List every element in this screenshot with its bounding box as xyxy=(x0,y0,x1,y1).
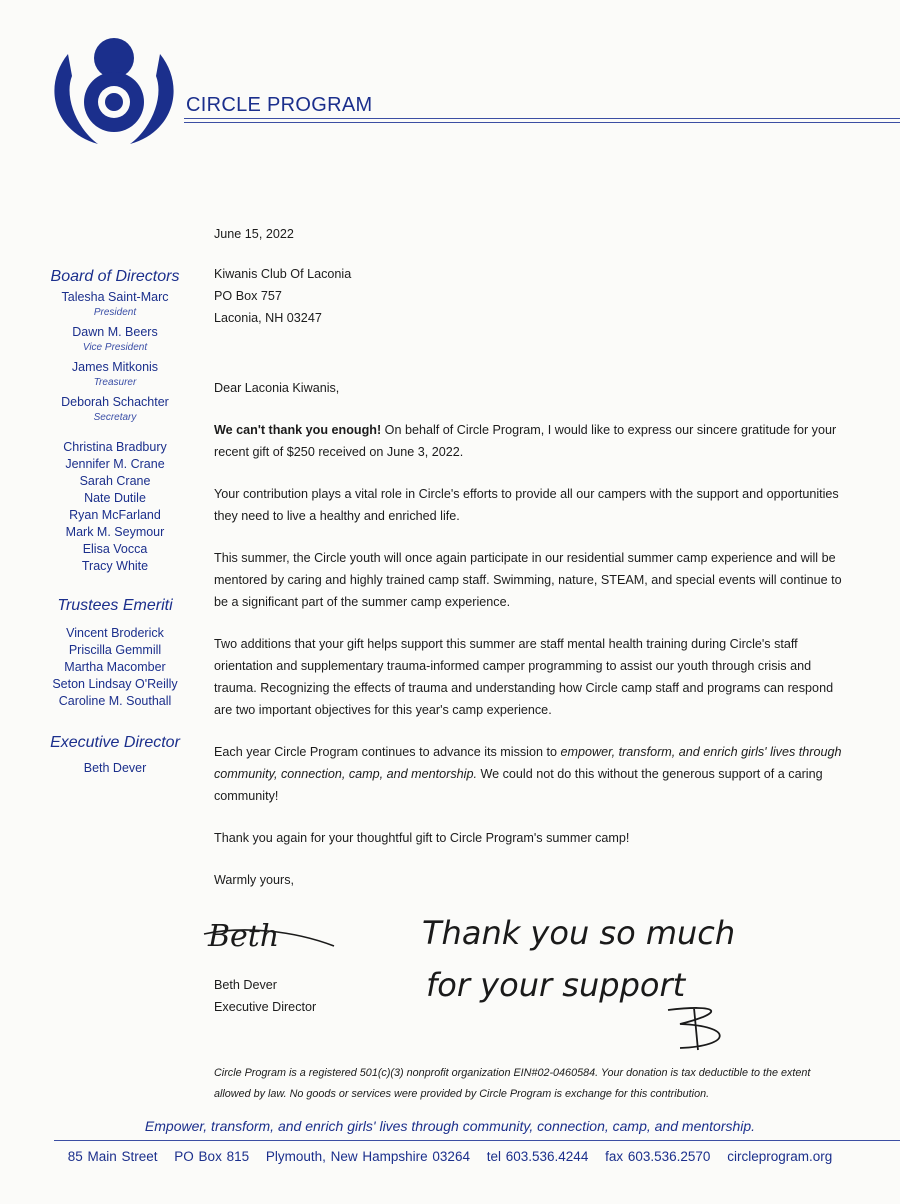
board-member: Jennifer M. Crane xyxy=(65,457,165,471)
paragraph: Thank you again for your thoughtful gift to Circle Program's summer camp! xyxy=(214,831,630,845)
tax-disclaimer: Circle Program is a registered 501(c)(3) nonprofit organization EIN#02-0460584. Your donation is tax deductible to the extent allowed by law. No goods or services were provided by Circle Program is exchange for this contribution. xyxy=(214,1067,811,1100)
letter-body xyxy=(214,223,844,891)
trustees-heading: Trustees Emeriti xyxy=(57,597,173,614)
officer: Dawn M. Beers Vice President xyxy=(72,325,158,353)
org-name: CIRCLE PROGRAM xyxy=(186,94,373,116)
sidebar-directory xyxy=(0,268,230,777)
trustee: Vincent Broderick xyxy=(66,626,164,640)
board-member: Nate Dutile xyxy=(84,491,146,505)
footer-contact xyxy=(0,1149,900,1164)
website-link[interactable]: circleprogram.org xyxy=(727,1149,833,1164)
officer: Deborah Schachter Secretary xyxy=(61,395,169,423)
board-member: Tracy White xyxy=(81,559,149,573)
signature-mark xyxy=(202,912,342,956)
header-rule-bottom xyxy=(184,122,900,123)
paragraph: This summer, the Circle youth will once again participate in our residential summer camp experience and will be mentored by caring and highly trained camp staff. Swimming, nature, STEAM, and special events will continue to be a significant part of the summer camp experience. xyxy=(214,551,842,609)
officer: James Mitkonis Treasurer xyxy=(71,360,159,388)
board-member: Christina Bradbury xyxy=(63,440,167,454)
city-state-zip: Plymouth, New Hampshire 03264 xyxy=(265,1149,470,1164)
board-member: Sarah Crane xyxy=(79,474,151,488)
trustee: Martha Macomber xyxy=(64,660,166,674)
fax-number: fax 603.536.2570 xyxy=(605,1149,711,1164)
footer-rule xyxy=(54,1140,900,1141)
svg-text:Thank you so much: Thank you so much xyxy=(422,914,736,952)
trustee: Priscilla Gemmill xyxy=(68,643,162,657)
salutation: Dear Laconia Kiwanis, xyxy=(214,381,340,395)
trustee: Seton Lindsay O'Reilly xyxy=(52,677,178,691)
signer-name: Beth Dever xyxy=(214,978,277,992)
paragraph: We can't thank you enough! On behalf of Circle Program, I would like to express our sincere gratitude for your recent gift of $250 received on June 3, 2022. xyxy=(214,423,837,459)
paragraph: Two additions that your gift helps support this summer are staff mental health training during Circle's staff orientation and supplementary trauma-informed camper programming to assist our youth through crisis and trauma. Recognizing the effects of trauma and understanding how Circle camp staff and programs can respond are two important objectives for this year's camp experience. xyxy=(214,637,834,717)
signer-block xyxy=(214,974,316,1018)
recipient-address: Kiwanis Club Of Laconia PO Box 757 Laconia, NH 03247 xyxy=(214,267,352,325)
handwritten-note xyxy=(418,900,758,1060)
board-member: Elisa Vocca xyxy=(82,542,148,556)
trustee: Caroline M. Southall xyxy=(58,694,172,708)
mission-tagline: Empower, transform, and enrich girls' lives through community, connection, camp, and mentorship. xyxy=(144,1118,756,1134)
letter-date: June 15, 2022 xyxy=(214,227,294,241)
header-rule-top xyxy=(184,118,900,119)
board-heading: Board of Directors xyxy=(50,268,180,285)
phone-number: tel 603.536.4244 xyxy=(486,1149,589,1164)
board-member: Mark M. Seymour xyxy=(65,525,165,539)
exec-heading: Executive Director xyxy=(50,734,180,751)
svg-text:Beth: Beth xyxy=(208,919,280,954)
exec-name: Beth Dever xyxy=(83,761,147,775)
signer-title: Executive Director xyxy=(214,1000,317,1014)
paragraph: Your contribution plays a vital role in Circle's efforts to provide all our campers with the support and opportunities they need to live a healthy and enriched life. xyxy=(214,487,839,523)
paragraph: Each year Circle Program continues to advance its mission to empower, transform, and enrich girls' lives through community, connection, camp, and mentorship. We could not do this without the generous support of a caring community! xyxy=(214,745,842,803)
officer: Talesha Saint-Marc President xyxy=(61,290,169,318)
svg-text:for your support: for your support xyxy=(426,966,686,1004)
board-member: Ryan McFarland xyxy=(69,508,161,522)
circle-program-logo xyxy=(48,36,180,148)
closing: Warmly yours, xyxy=(214,873,294,887)
po-box: PO Box 815 xyxy=(174,1149,250,1164)
street-address: 85 Main Street xyxy=(67,1149,158,1164)
